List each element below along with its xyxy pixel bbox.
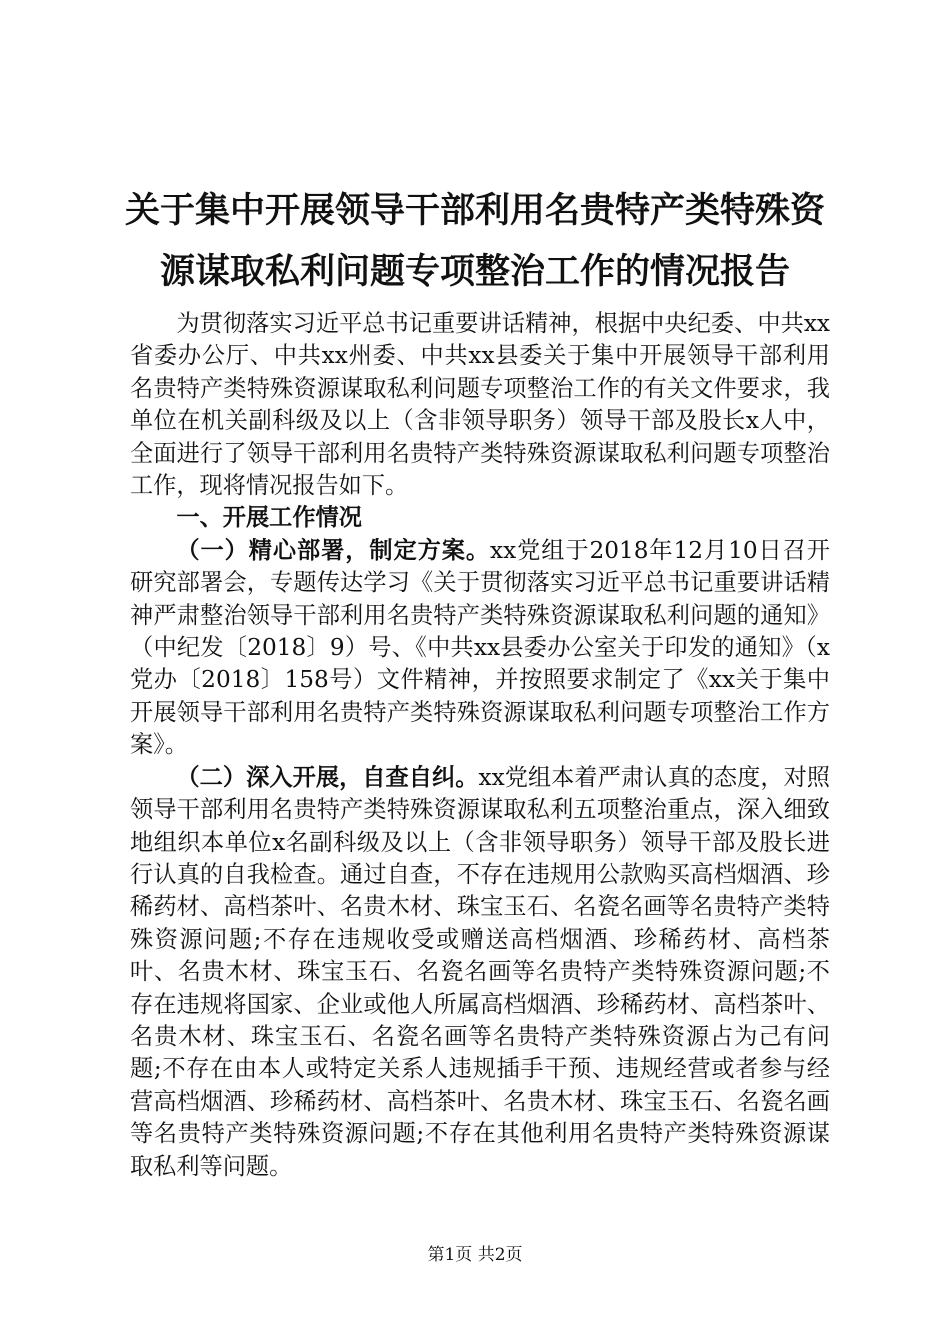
intro-paragraph: 为贯彻落实习近平总书记重要讲话精神，根据中央纪委、中共xx省委办公厅、中共xx州委、中共xx县委关于集中开展领导干部利用名贵特产类特殊资源谋取私利问题专项整治工作的有关文件要求，我单位在机关副科级及以上（含非领导职务）领导干部及股长x人中，全面进行了领导干部利用名贵特产类特殊资源谋取私利问题专项整治工作，现将情况报告如下。 — [130, 310, 830, 500]
document-title-line-1: 关于集中开展领导干部利用名贵特产类特殊资 — [124, 190, 825, 231]
item-lead-2: （二）深入开展，自查自纠。 — [176, 763, 479, 791]
item-text-2: xx党组本着严肃认真的态度，对照领导干部利用名贵特产类特殊资源谋取私利五项整治重点，深入细致地组织本单位x名副科级及以上（含非领导职务）领导干部及股长进行认真的自我检查。通过自查，不存在违规用公款购买高档烟酒、珍稀药材、高档茶叶、名贵木材、珠宝玉石、名瓷名画等名贵特产类特殊资源问题;不存在违规收受或赠送高档烟酒、珍稀药材、高档茶叶、名贵木材、珠宝玉石、名瓷名画等名贵特产类特殊资源问题;不存在违规将国家、企业或他人所属高档烟酒、珍稀药材、高档茶叶、名贵木材、珠宝玉石、名瓷名画等名贵特产类特殊资源占为己有问题;不存在由本人或特定关系人违规插手干预、违规经营或者参与经营高档烟酒、珍稀药材、高档茶叶、名贵木材、珠宝玉石、名瓷名画等名贵特产类特殊资源问题;不存在其他利用名贵特产类特殊资源谋取私利等问题。 — [130, 763, 830, 1180]
item-paragraph-1 — [130, 535, 830, 762]
page-number-footer: 第1页 共2页 — [427, 1245, 523, 1265]
item-lead-1: （一）精心部署，制定方案。 — [176, 536, 491, 564]
document-title-line-2: 源谋取私利问题专项整治工作的情况报告 — [159, 251, 790, 292]
item-paragraph-2 — [130, 762, 830, 1183]
item-text-1: xx党组于2018年12月10日召开研究部署会，专题传达学习《关于贯彻落实习近平总书记重要讲话精神严肃整治领导干部利用名贵特产类特殊资源谋取私利问题的通知》（中纪发〔2018〕9）号、《中共xx县委办公室关于印发的通知》（x党办〔2018〕158号）文件精神，并按照要求制定了《xx关于集中开展领导干部利用名贵特产类特殊资源谋取私利问题专项整治工作方案》。 — [130, 536, 830, 759]
section-heading: 一、开展工作情况 — [176, 504, 362, 532]
document-body — [130, 308, 830, 1183]
